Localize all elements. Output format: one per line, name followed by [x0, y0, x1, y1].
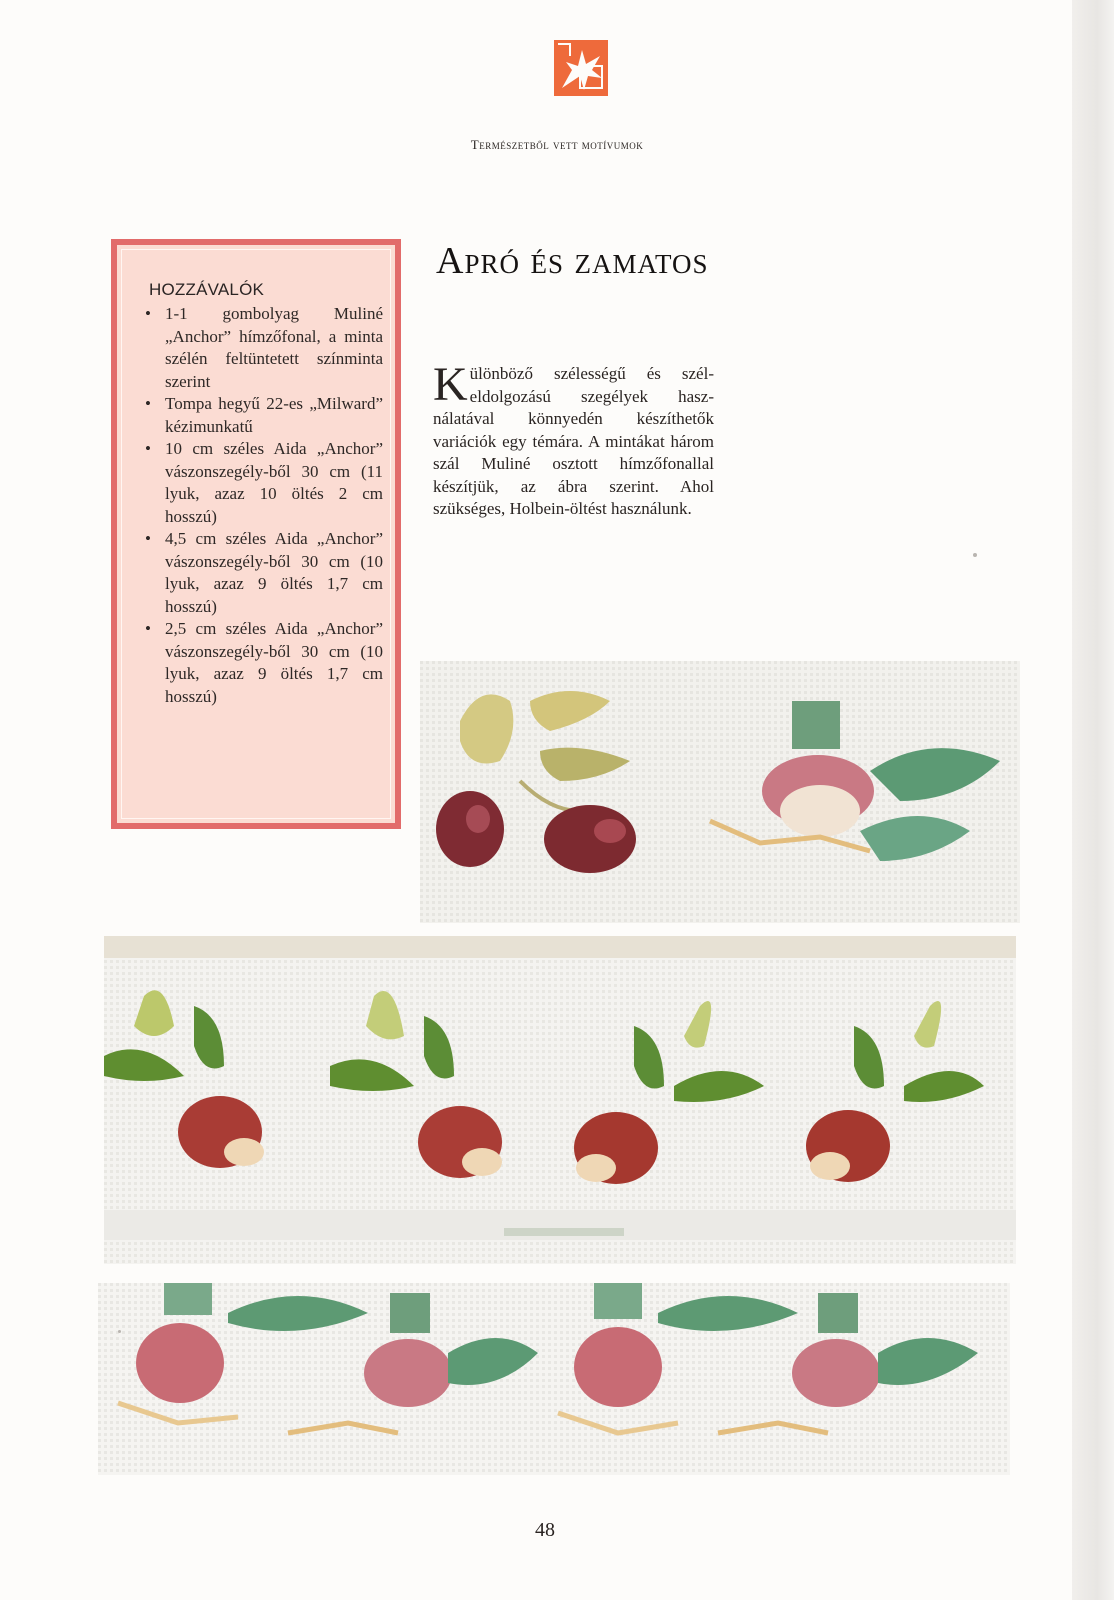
paper-speck [118, 1330, 121, 1333]
photo-cherries-radish [420, 661, 1020, 923]
materials-item: • 2,5 cm széles Aida „Anchor” vászonszegély-ből 30 cm (10 lyuk, azaz 9 öltés 1,7 cm hosszú) [143, 618, 383, 708]
running-head: Természetből vett motívumok [470, 137, 644, 152]
materials-box [111, 239, 401, 829]
paper-speck [973, 553, 977, 557]
materials-item: • 1-1 gombolyag Muliné „Anchor” hímzőfonal, a minta szélén feltüntetett színminta szerint [143, 303, 383, 393]
intro-paragraph [433, 358, 714, 521]
intro-text: ülönböző szélességű és szél-eldolgozású szegélyek hasz-nálatával könnyedén készíthetők variációk egy témára. A mintákat három szál Muliné osztott hímzőfonallal készítjük, az ábra szerint. Ahol szükséges, Holbein-öltést használunk. [433, 364, 714, 518]
materials-item: • Tompa hegyű 22-es „Milward” kézimunkatű [143, 393, 383, 438]
page-number: 48 [535, 1519, 555, 1541]
materials-item: • 10 cm széles Aida „Anchor” vászonszegély-ből 30 cm (11 lyuk, azaz 10 öltés 2 cm hosszú) [143, 438, 383, 528]
page-gutter-shadow [1072, 0, 1114, 1600]
photo-radish-border-wide [104, 936, 1016, 1264]
photo-radish-border-narrow [98, 1283, 1010, 1475]
materials-item: • 4,5 cm széles Aida „Anchor” vászonszegély-ből 30 cm (10 lyuk, azaz 9 öltés 1,7 cm hosszú) [143, 528, 383, 618]
intro-dropcap: K [433, 358, 468, 411]
materials-heading: HOZZÁVALÓK [149, 280, 265, 299]
leaf-emblem-icon [554, 40, 608, 96]
materials-list [143, 303, 383, 708]
page-title: Apró és zamatos [436, 240, 709, 282]
